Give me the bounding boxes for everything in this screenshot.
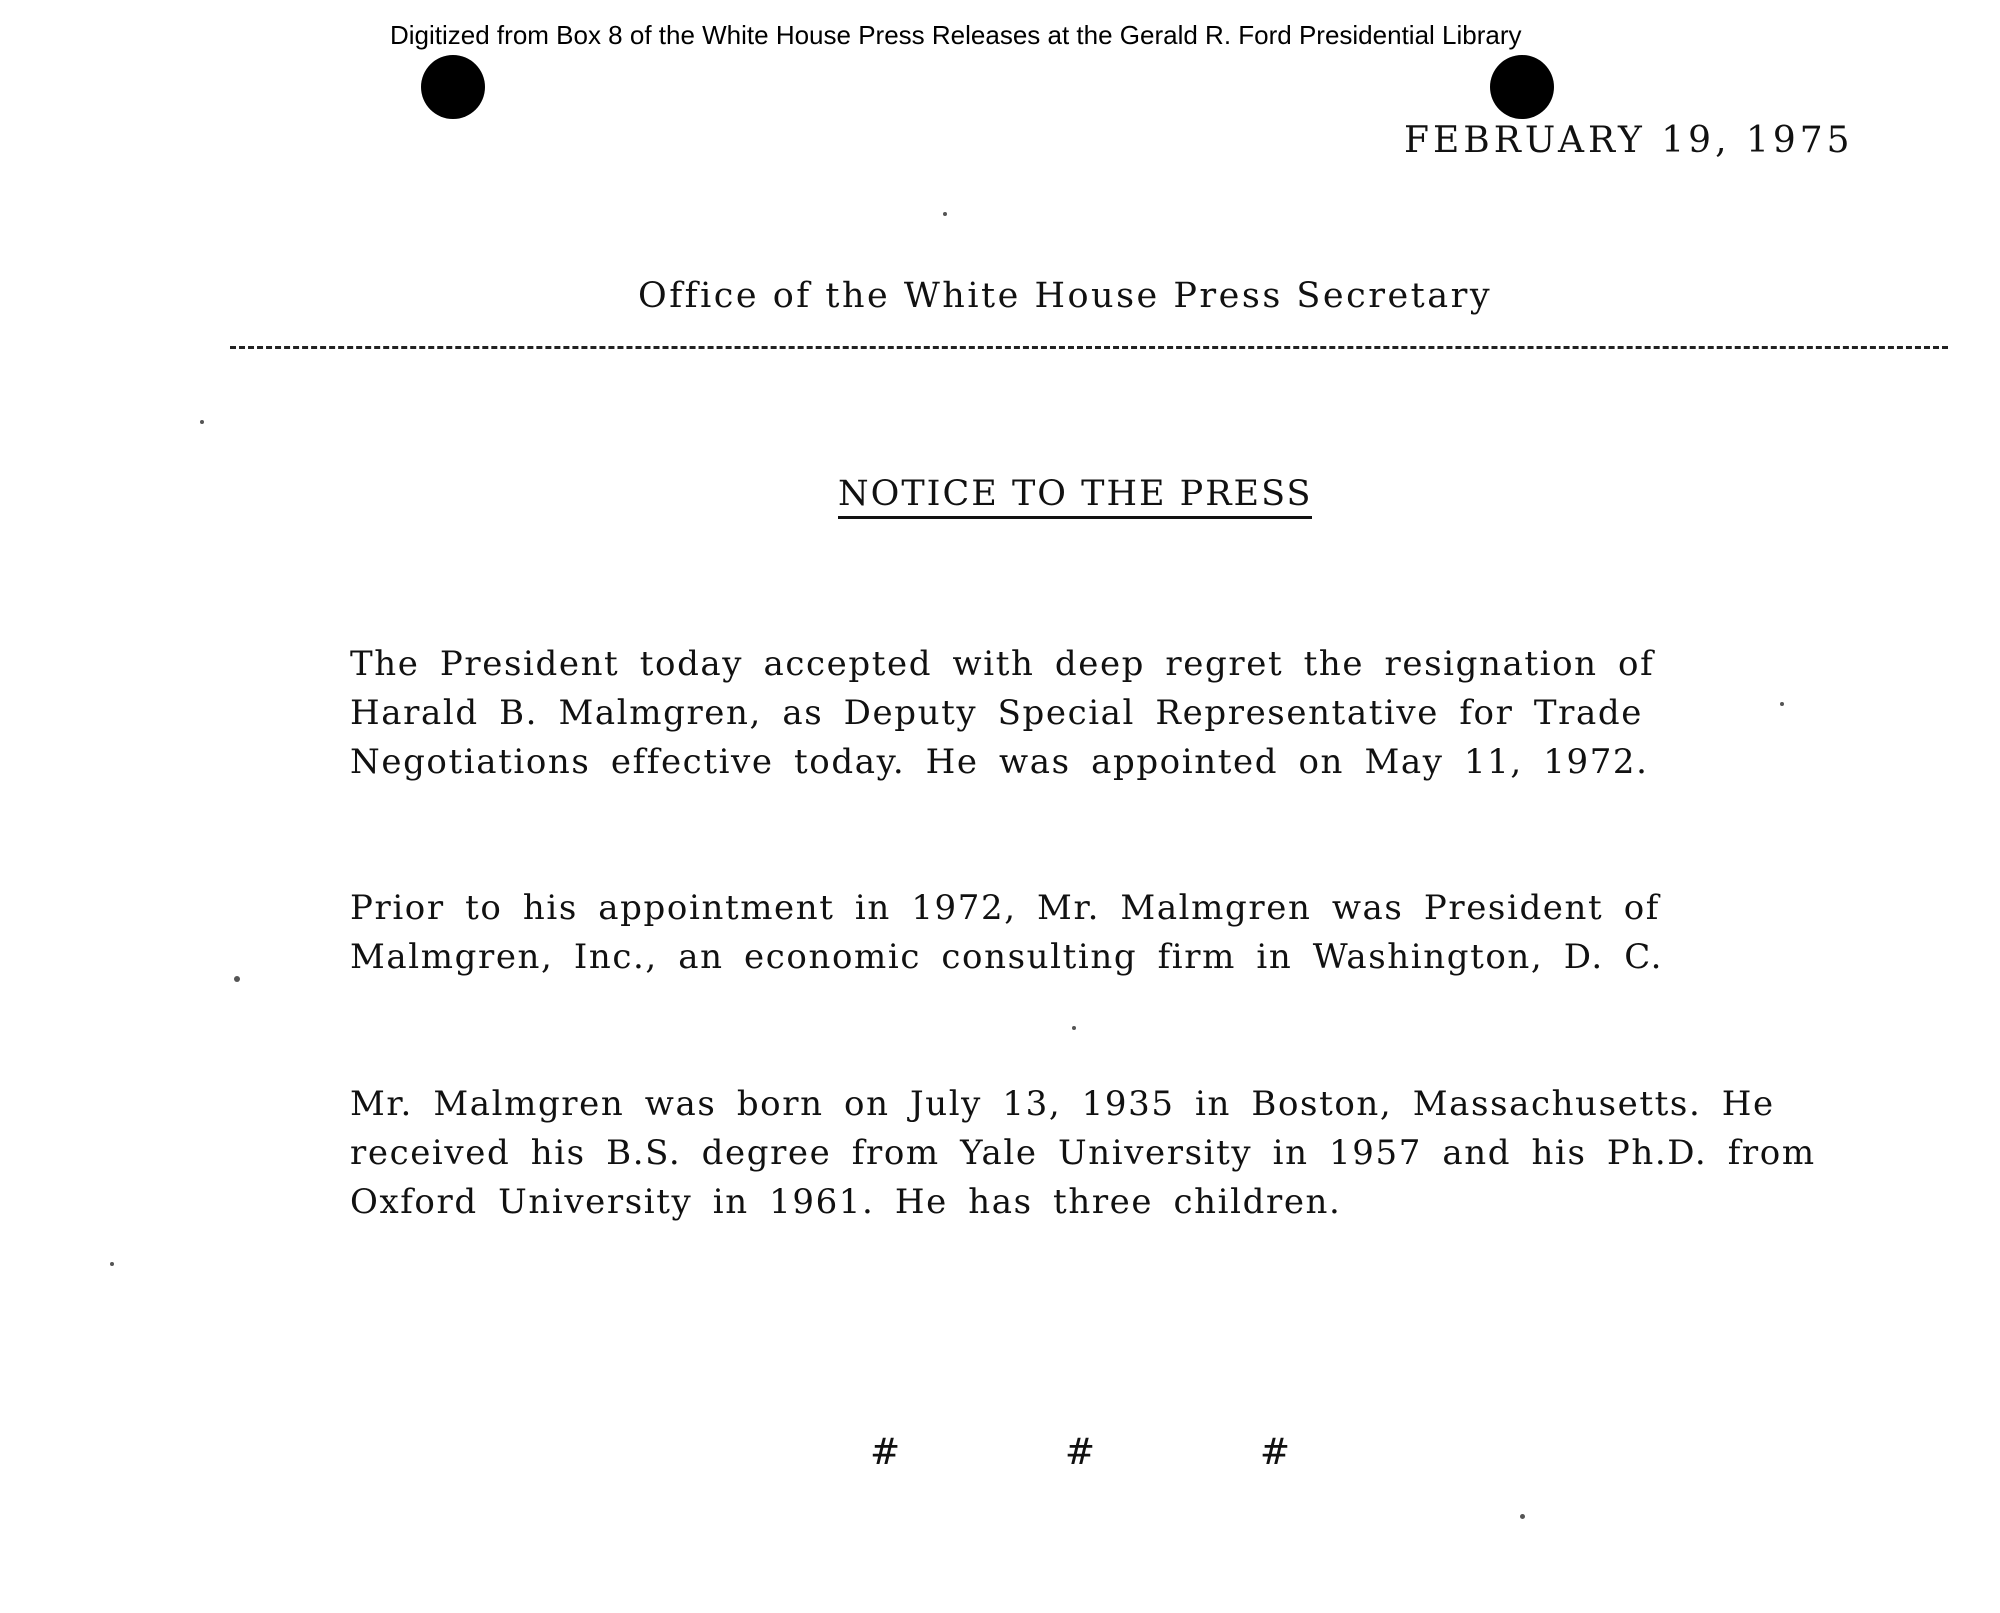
paragraph-prior-role: Prior to his appointment in 1972, Mr. Malmgren was President of Malmgren, Inc., an economic consulting firm in Washington, D. C. xyxy=(350,888,1664,977)
punch-hole-left xyxy=(421,55,485,119)
scan-speck xyxy=(1780,702,1784,706)
scan-speck xyxy=(200,420,204,424)
punch-hole-right xyxy=(1490,55,1554,119)
paragraph-resignation: The President today accepted with deep regret the resignation of Harald B. Malmgren, as Deputy Special Representative for Trade Negotiations effective today. He was appointed on May 11, 1972. xyxy=(350,644,1655,782)
issuing-office: Office of the White House Press Secretary xyxy=(638,276,1493,316)
scan-speck xyxy=(234,976,240,982)
end-mark: # xyxy=(1259,1432,1290,1473)
end-mark: # xyxy=(870,1432,901,1473)
scan-speck xyxy=(1072,1026,1076,1030)
scan-speck xyxy=(110,1262,114,1266)
scan-speck xyxy=(943,212,947,216)
scan-speck xyxy=(1520,1514,1525,1519)
paragraph-biography: Mr. Malmgren was born on July 13, 1935 in Boston, Massachusetts. He received his B.S. degree from Yale University in 1957 and his Ph.D. from Oxford University in 1961. He has three children. xyxy=(350,1084,1816,1222)
dashed-divider xyxy=(230,346,1948,349)
digitized-source-note: Digitized from Box 8 of the White House Press Releases at the Gerald R. Ford Presidential Library xyxy=(390,20,1522,50)
end-marks xyxy=(870,1432,1290,1473)
notice-title: NOTICE TO THE PRESS xyxy=(838,474,1312,519)
release-date: FEBRUARY 19, 1975 xyxy=(1404,120,1854,161)
end-mark: # xyxy=(1064,1432,1096,1473)
